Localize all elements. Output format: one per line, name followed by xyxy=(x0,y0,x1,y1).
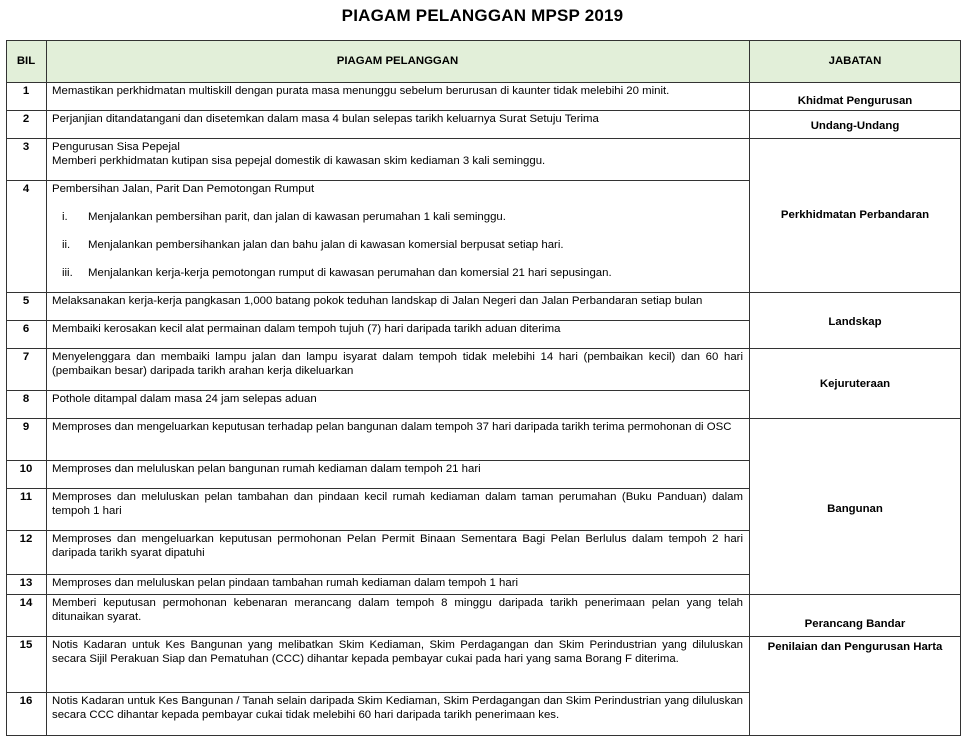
charter-text xyxy=(46,488,749,518)
charter-text xyxy=(46,636,749,666)
header-jabatan: JABATAN xyxy=(749,40,961,82)
department-penilaian: Penilaian dan Pengurusan Harta xyxy=(767,641,943,653)
row-divider xyxy=(6,110,961,111)
column-divider xyxy=(749,40,750,736)
row-number: 5 xyxy=(22,295,30,307)
department-undang-undang: Undang-Undang xyxy=(810,120,900,132)
charter-text-16: Notis Kadaran untuk Kes Bangunan / Tanah selain daripada Skim Kediaman, Skim Perdagangan dan Skim Perindustrian yang diluluskan secara CCC dihantar kepada pembayar cukai tidak melebihi 60 hari daripada tarikh penerimaan kes. xyxy=(52,695,743,721)
charter-text-7: Menyelenggara dan membaiki lampu jalan dan lampu isyarat dalam tempoh tidak melebihi 14 hari (pembaikan kecil) dan 60 hari (pembaikan besar) daripada tarikh arahan kerja dikeluarkan xyxy=(52,351,743,377)
charter-text xyxy=(46,390,749,406)
row-divider xyxy=(6,530,749,531)
row-number: 15 xyxy=(19,639,33,651)
row-number: 3 xyxy=(22,141,30,153)
charter-text xyxy=(46,292,749,308)
charter-subtitle-4: Pembersihan Jalan, Parit Dan Pemotongan Rumput xyxy=(52,183,315,195)
row-divider xyxy=(6,82,961,83)
subitem-text: Menjalankan pembersihankan jalan dan bahu jalan di kawasan komersial berpusat setiap hari. xyxy=(88,239,564,251)
charter-text-3: Memberi perkhidmatan kutipan sisa pepejal domestik di kawasan skim kediaman 3 kali seminggu. xyxy=(52,155,546,167)
row-number: 14 xyxy=(19,597,33,609)
charter-text xyxy=(46,460,749,476)
charter-text-10: Memproses dan meluluskan pelan bangunan rumah kediaman dalam tempoh 21 hari xyxy=(52,463,481,475)
charter-text xyxy=(46,530,749,560)
charter-text xyxy=(46,418,749,434)
row-divider xyxy=(6,292,961,293)
row-number: 11 xyxy=(19,491,33,503)
row-number: 12 xyxy=(19,533,33,545)
header-piagam: PIAGAM PELANGGAN xyxy=(46,40,749,82)
row-divider xyxy=(6,574,749,575)
charter-text xyxy=(46,110,749,126)
charter-text xyxy=(46,692,749,722)
department-bangunan: Bangunan xyxy=(827,503,883,515)
charter-subitem xyxy=(52,266,743,280)
department-perkhidmatan-perbandaran: Perkhidmatan Perbandaran xyxy=(780,209,930,221)
column-divider xyxy=(46,40,47,736)
row-divider xyxy=(6,594,961,595)
row-divider xyxy=(6,320,749,321)
row-number: 10 xyxy=(19,463,33,475)
row-divider xyxy=(6,138,961,139)
department-landskap: Landskap xyxy=(828,316,882,328)
charter-subitem xyxy=(52,210,743,224)
department-kejuruteraan: Kejuruteraan xyxy=(819,378,891,390)
row-number: 8 xyxy=(22,393,30,405)
charter-subitem xyxy=(52,238,743,252)
charter-subtitle-3: Pengurusan Sisa Pepejal xyxy=(52,141,180,153)
page-title: PIAGAM PELANGGAN MPSP 2019 xyxy=(341,6,624,25)
charter-text xyxy=(46,320,749,336)
charter-text-6: Membaiki kerosakan kecil alat permainan dalam tempoh tujuh (7) hari daripada tarikh aduan diterima xyxy=(52,323,561,335)
subitem-number: ii. xyxy=(62,239,71,251)
charter-text-15: Notis Kadaran untuk Kes Bangunan yang melibatkan Skim Kediaman, Skim Perdagangan dan Skim Perindustrian yang diluluskan secara Sijil Perakuan Siap dan Pematuhan (CCC) dihantar kepada pembayar cukai pada hari yang sama Borang F diterima. xyxy=(52,639,743,665)
charter-text xyxy=(46,574,749,590)
row-divider xyxy=(6,418,961,419)
charter-text-2: Perjanjian ditandatangani dan disetemkan dalam masa 4 bulan selepas tarikh keluarnya Surat Setuju Terima xyxy=(52,113,599,125)
table-border xyxy=(6,40,7,736)
charter-text-12: Memproses dan mengeluarkan keputusan permohonan Pelan Permit Binaan Sementara Bagi Pelan Berlulus dalam tempoh 2 hari daripada tarikh syarat dipatuhi xyxy=(52,533,743,559)
charter-text-5: Melaksanakan kerja-kerja pangkasan 1,000 batang pokok teduhan landskap di Jalan Negeri dan Jalan Perbandaran setiap bulan xyxy=(52,295,703,307)
charter-text-8: Pothole ditampal dalam masa 24 jam selepas aduan xyxy=(52,393,317,405)
charter-text xyxy=(46,594,749,624)
charter-text xyxy=(46,82,749,98)
row-divider xyxy=(6,390,749,391)
row-number: 2 xyxy=(22,113,30,125)
row-number: 13 xyxy=(19,577,33,589)
row-divider xyxy=(6,180,749,181)
row-divider xyxy=(6,460,749,461)
charter-text-11: Memproses dan meluluskan pelan tambahan dan pindaan kecil rumah kediaman dalam taman perumahan (Buku Panduan) dalam tempoh 1 hari xyxy=(52,491,743,517)
department-khidmat-pengurusan: Khidmat Pengurusan xyxy=(797,95,913,107)
row-divider xyxy=(6,636,961,637)
charter-text-1: Memastikan perkhidmatan multiskill dengan purata masa menunggu sebelum berurusan di kaunter tidak melebihi 20 minit. xyxy=(52,85,670,97)
charter-text-14: Memberi keputusan permohonan kebenaran merancang dalam tempoh 8 minggu daripada tarikh penerimaan pelan yang telah ditunaikan syarat. xyxy=(52,597,743,623)
table-border xyxy=(960,40,961,736)
row-divider xyxy=(6,692,749,693)
row-divider xyxy=(6,348,961,349)
charter-text-9: Memproses dan mengeluarkan keputusan terhadap pelan bangunan dalam tempoh 37 hari daripada tarikh terima permohonan di OSC xyxy=(52,421,732,433)
subitem-text: Menjalankan kerja-kerja pemotongan rumput di kawasan perumahan dan komersial 21 hari sepusingan. xyxy=(88,267,612,279)
header-bil: BIL xyxy=(6,40,46,82)
charter-text xyxy=(46,138,749,168)
subitem-number: iii. xyxy=(62,267,73,279)
subitem-number: i. xyxy=(62,211,68,223)
table-border xyxy=(6,735,961,736)
charter-text xyxy=(46,180,749,280)
row-number: 16 xyxy=(19,695,33,707)
row-divider xyxy=(6,488,749,489)
row-number: 1 xyxy=(22,85,30,97)
row-number: 6 xyxy=(22,323,30,335)
row-number: 7 xyxy=(22,351,30,363)
subitem-text: Menjalankan pembersihan parit, dan jalan di kawasan perumahan 1 kali seminggu. xyxy=(88,211,506,223)
row-number: 4 xyxy=(22,183,30,195)
row-number: 9 xyxy=(22,421,30,433)
department-perancang-bandar: Perancang Bandar xyxy=(804,618,906,630)
charter-text xyxy=(46,348,749,378)
charter-text-13: Memproses dan meluluskan pelan pindaan tambahan rumah kediaman dalam tempoh 1 hari xyxy=(52,577,519,589)
table-border xyxy=(6,40,961,41)
